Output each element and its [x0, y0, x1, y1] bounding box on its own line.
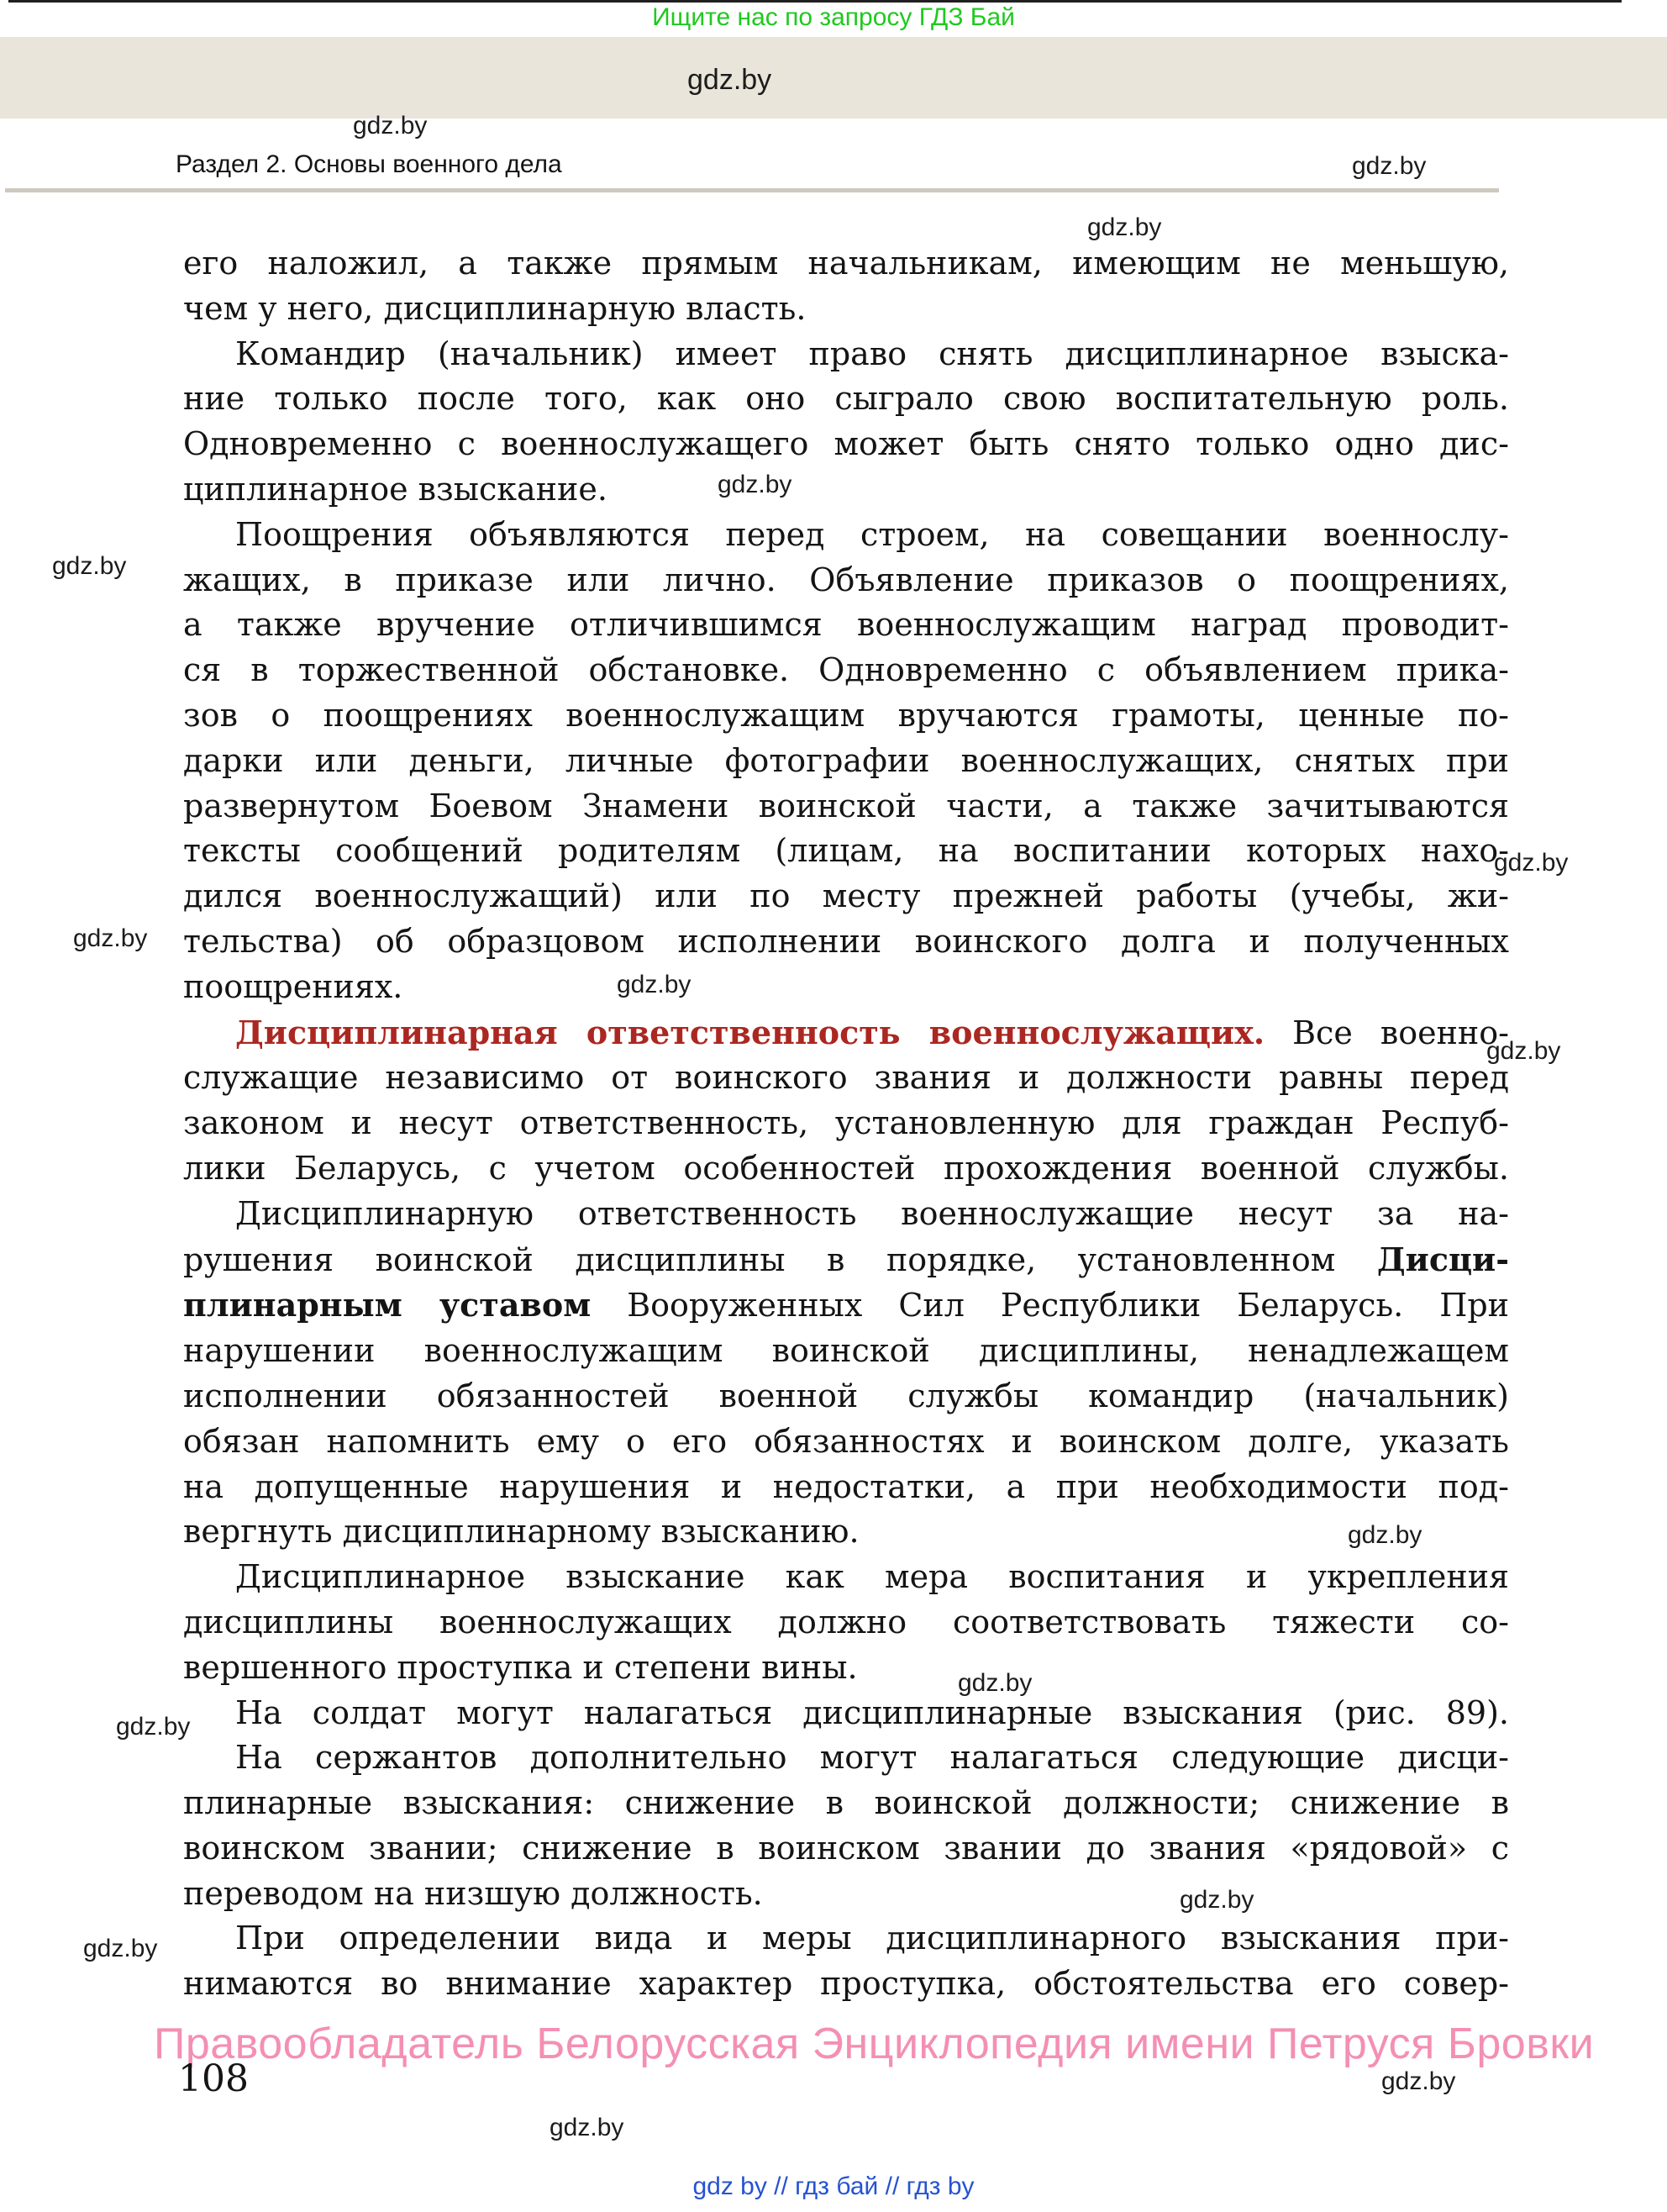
- body-text-segment: рушения воинской дисциплины в порядке, установленном: [183, 1240, 1377, 1278]
- body-text-segment: воинском звании; снижение в воинском звании до звания «рядовой» с: [183, 1829, 1509, 1867]
- red-heading-text: Дисциплинарная ответственность военнослужащих.: [235, 1013, 1265, 1051]
- body-text-segment: нимаются во внимание характер проступка, обстоятельства его совер-: [183, 1965, 1509, 2003]
- body-text-segment: Дисци-: [1376, 1240, 1509, 1278]
- text-line: [183, 1646, 1509, 1691]
- body-text-segment: тельства) об образцовом исполнении воинского долга и полученных: [183, 922, 1509, 960]
- body-text-segment: поощрениях.: [183, 967, 403, 1005]
- text-line: [183, 1192, 1509, 1237]
- text-line: [183, 1872, 1509, 1917]
- copyright-line: Правообладатель Белорусская Энциклопедия имени Петруся Бровки: [154, 2020, 1595, 2068]
- gdz-watermark: gdz.by: [1180, 1886, 1254, 1914]
- text-line: [183, 241, 1509, 287]
- text-line: [183, 1826, 1509, 1872]
- text-line: [183, 1282, 1509, 1329]
- text-line: [183, 874, 1509, 919]
- gdz-watermark: gdz.by: [52, 552, 127, 580]
- gdz-watermark: gdz.by: [1381, 2067, 1456, 2095]
- body-text-segment: исполнении обязанностей военной службы командир (начальник): [183, 1377, 1509, 1414]
- text-line: [183, 558, 1509, 603]
- gdz-watermark: gdz.by: [550, 2114, 624, 2141]
- text-line: [183, 648, 1509, 693]
- gdz-watermark: gdz.by: [687, 64, 772, 96]
- text-line: [183, 332, 1509, 377]
- text-line: [183, 1735, 1509, 1781]
- text-line: [183, 1691, 1509, 1736]
- text-line: [183, 829, 1509, 874]
- text-line: [183, 1962, 1509, 2007]
- body-text-segment: Все военно-: [1265, 1014, 1509, 1051]
- promo-banner-text: Ищите нас по запросу ГДЗ Бай: [652, 3, 1015, 31]
- body-text-segment: вергнуть дисциплинарному взысканию.: [183, 1513, 860, 1551]
- body-text-segment: вершенного проступка и степени вины.: [183, 1648, 858, 1686]
- text-line: [183, 1374, 1509, 1419]
- text-line: [183, 1600, 1509, 1646]
- gdz-watermark: gdz.by: [83, 1935, 158, 1962]
- body-text-segment: Вооруженных Сил Республики Беларусь. При: [591, 1287, 1509, 1325]
- text-line: [183, 965, 1509, 1010]
- text-line: [183, 739, 1509, 784]
- body-text-segment: дился военнослужащий) или по месту прежней работы (учебы, жи-: [183, 877, 1509, 915]
- text-line: [183, 513, 1509, 558]
- gdz-watermark: gdz.by: [718, 471, 792, 498]
- body-text-segment: нарушении военнослужащим воинской дисциплины, ненадлежащем: [183, 1332, 1509, 1370]
- text-line: [183, 1056, 1509, 1101]
- gdz-watermark: gdz.by: [353, 112, 428, 140]
- body-text-segment: на допущенные нарушения и недостатки, а при необходимости под-: [183, 1467, 1509, 1505]
- body-text-segment: ся в торжественной обстановке. Одновременно с объявлением прика-: [183, 651, 1509, 689]
- body-text-segment: служащие независимо от воинского звания и должности равны перед: [183, 1059, 1509, 1097]
- body-text-segment: жащих, в приказе или лично. Объявление приказов о поощрениях,: [183, 561, 1509, 598]
- gdz-watermark: gdz.by: [1352, 152, 1427, 180]
- body-text-segment: его наложил, а также прямым начальникам, имеющим не меньшую,: [183, 245, 1509, 282]
- gdz-watermark: gdz.by: [958, 1669, 1033, 1697]
- body-text-segment: плинарные взыскания: снижение в воинской должности; снижение в: [183, 1784, 1509, 1822]
- top-border-line: [8, 0, 1622, 3]
- text-line: [183, 603, 1509, 648]
- gdz-watermark: gdz.by: [617, 971, 692, 998]
- text-line: [183, 1146, 1509, 1192]
- text-line: [183, 1555, 1509, 1600]
- text-line: [183, 422, 1509, 467]
- body-text-segment: тексты сообщений родителям (лицам, на воспитании которых нахо-: [183, 832, 1509, 870]
- body-text-segment: Командир (начальник) имеет право снять дисциплинарное взыска-: [235, 334, 1509, 372]
- text-line: [183, 287, 1509, 332]
- text-line: [183, 1781, 1509, 1826]
- text-line: [183, 1010, 1509, 1056]
- text-line: [183, 377, 1509, 422]
- text-line: [183, 1465, 1509, 1510]
- body-text-segment: Одновременно с военнослужащего может быть снято только одно дис-: [183, 425, 1509, 463]
- body-text-segment: дисциплины военнослужащих должно соответствовать тяжести со-: [183, 1603, 1509, 1641]
- header-band: [0, 37, 1667, 118]
- body-text-segment: дарки или деньги, личные фотографии военнослужащих, снятых при: [183, 741, 1509, 779]
- gdz-watermark: gdz.by: [1087, 213, 1162, 241]
- body-text-segment: Дисциплинарную ответственность военнослужащие несут за на-: [235, 1194, 1509, 1232]
- body-text-segment: зов о поощрениях военнослужащим вручаются грамоты, ценные по-: [183, 696, 1509, 734]
- gdz-watermark: gdz.by: [1486, 1037, 1561, 1065]
- body-text-segment: законом и несут ответственность, установленную для граждан Респуб-: [183, 1104, 1509, 1142]
- body-text-segment: чем у него, дисциплинарную власть.: [183, 289, 807, 327]
- text-line: [183, 1237, 1509, 1283]
- text-line: [183, 1329, 1509, 1374]
- body-text-segment: плинарным уставом: [183, 1286, 592, 1325]
- header-divider-line: [5, 188, 1499, 192]
- gdz-watermark: gdz.by: [1348, 1521, 1422, 1549]
- footer-links[interactable]: gdz by // гдз бай // гдз by: [692, 2172, 975, 2200]
- body-text-segment: циплинарное взыскание.: [183, 470, 607, 508]
- text-line: [183, 1509, 1509, 1555]
- body-text-segment: На солдат могут налагаться дисциплинарные взыскания (рис. 89).: [235, 1693, 1509, 1731]
- body-text-segment: а также вручение отличившимся военнослужащим наград проводит-: [183, 606, 1509, 644]
- page-number: 108: [178, 2057, 249, 2100]
- text-line: [183, 784, 1509, 830]
- gdz-watermark: gdz.by: [1494, 849, 1569, 877]
- body-text-segment: переводом на низшую должность.: [183, 1874, 763, 1912]
- body-text-segment: На сержантов дополнительно могут налагаться следующие дисци-: [235, 1739, 1509, 1777]
- body-text-segment: обязан напомнить ему о его обязанностях и воинском долге, указать: [183, 1422, 1509, 1460]
- body-text-segment: ние только после того, как оно сыграло свою воспитательную роль.: [183, 380, 1509, 418]
- text-line: [183, 693, 1509, 739]
- text-line: [183, 467, 1509, 513]
- gdz-watermark: gdz.by: [73, 924, 148, 952]
- section-header-title: Раздел 2. Основы военного дела: [176, 150, 562, 178]
- text-line: [183, 919, 1509, 965]
- text-line: [183, 1101, 1509, 1146]
- text-line: [183, 1916, 1509, 1962]
- gdz-watermark: gdz.by: [116, 1713, 191, 1741]
- body-text-segment: лики Беларусь, с учетом особенностей прохождения военной службы.: [183, 1149, 1509, 1187]
- body-text-segment: Поощрения объявляются перед строем, на совещании военнослу-: [235, 515, 1509, 553]
- body-text-block: [183, 241, 1509, 2007]
- body-text-segment: развернутом Боевом Знамени воинской части, а также зачитываются: [183, 787, 1509, 824]
- body-text-segment: Дисциплинарное взыскание как мера воспитания и укрепления: [235, 1558, 1509, 1596]
- body-text-segment: При определении вида и меры дисциплинарного взыскания при-: [235, 1920, 1509, 1957]
- text-line: [183, 1419, 1509, 1465]
